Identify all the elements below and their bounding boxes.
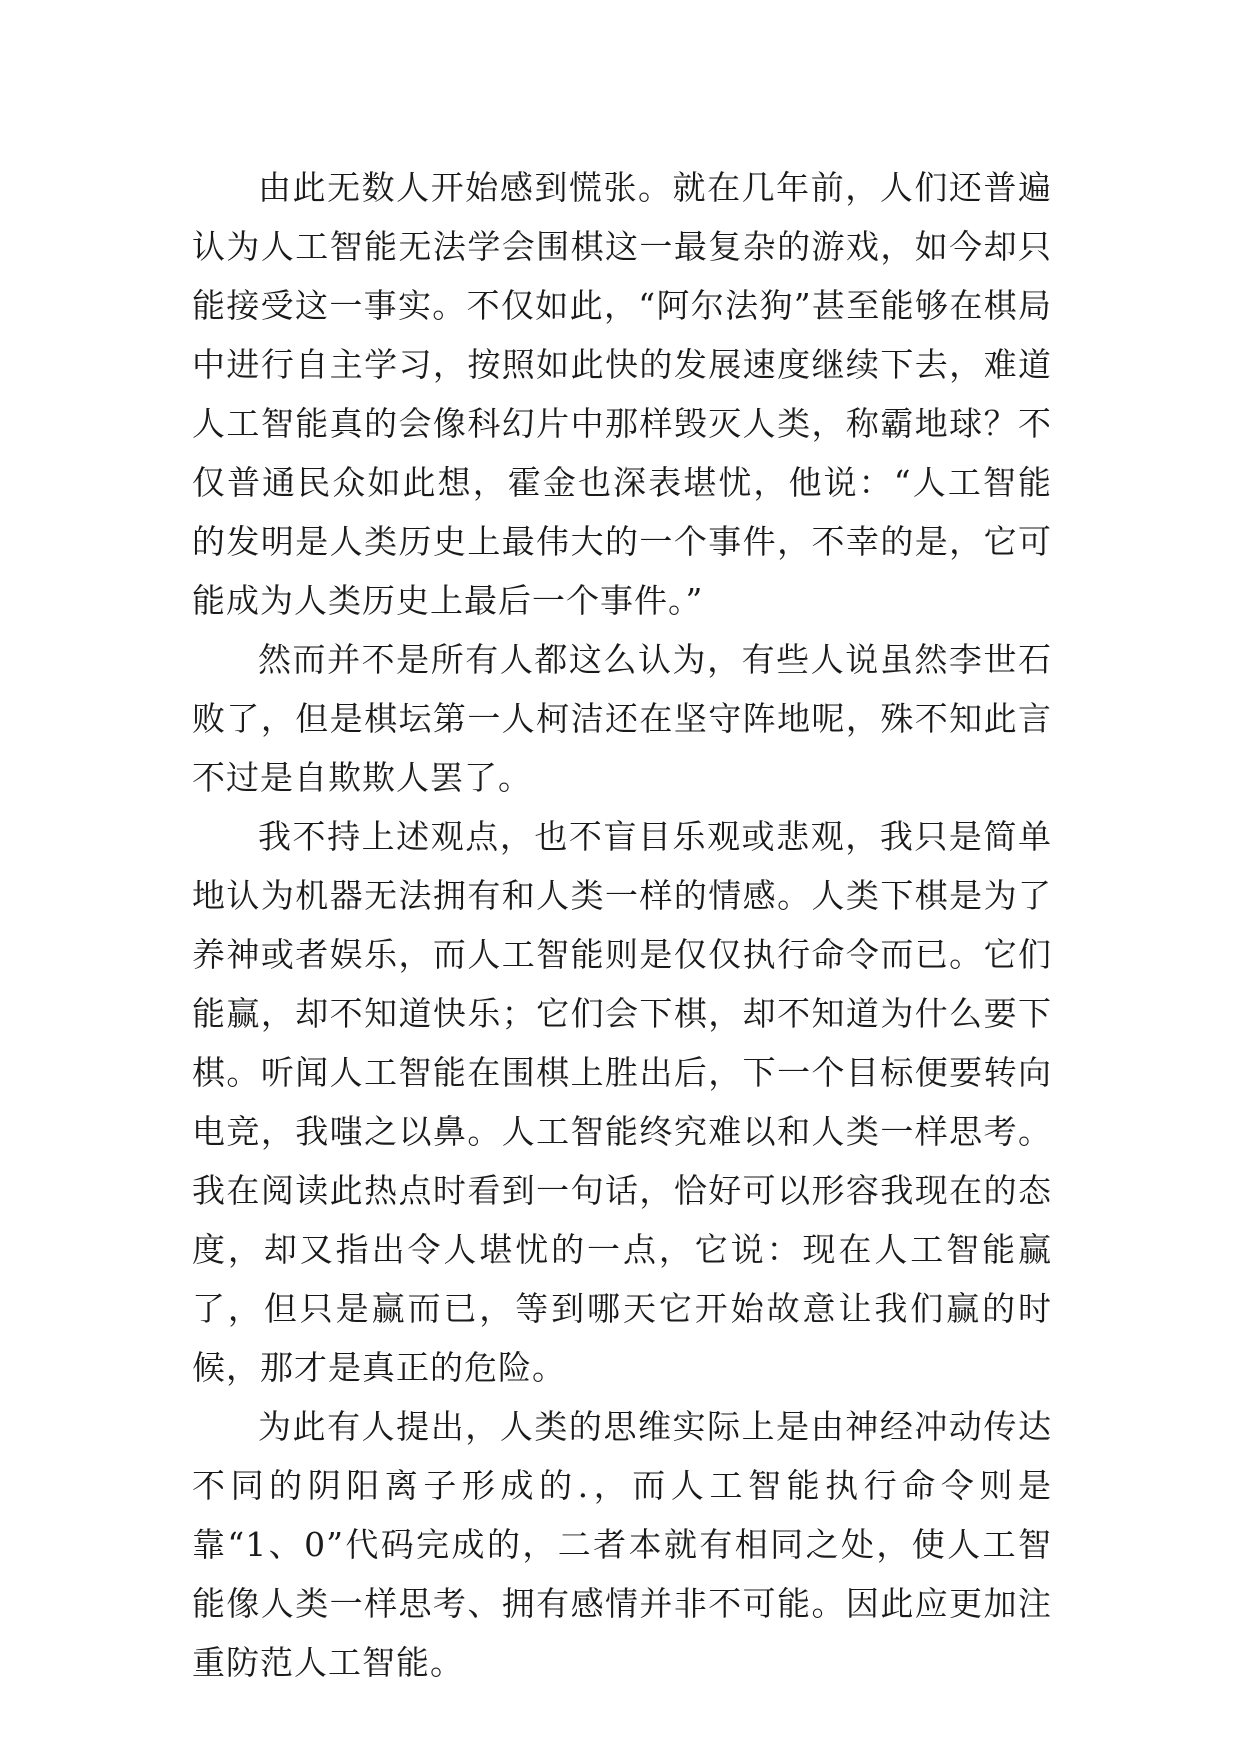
paragraph-3: 我不持上述观点，也不盲目乐观或悲观，我只是简单地认为机器无法拥有和人类一样的情感。人类下棋是为了养神或者娱乐，而人工智能则是仅仅执行命令而已。它们能赢，却不知道快乐；它们会下棋，却不知道为什么要下棋。听闻人工智能在围棋上胜出后，下一个目标便要转向电竞，我嗤之以鼻。人工智能终究难以和人类一样思考。我在阅读此热点时看到一句话，恰好可以形容我现在的态度，却又指出令人堪忧的一点，它说：现在人工智能赢了，但只是赢而已，等到哪天它开始故意让我们赢的时候，那才是真正的危险。	[192, 817, 1052, 1387]
document-body	[192, 158, 1052, 1692]
paragraph-4: 为此有人提出，人类的思维实际上是由神经冲动传达不同的阴阳离子形成的.，而人工智能执行命令则是靠“1、0”代码完成的，二者本就有相同之处，使人工智能像人类一样思考、拥有感情并非不可能。因此应更加注重防范人工智能。	[192, 1407, 1052, 1682]
paragraph-1: 由此无数人开始感到慌张。就在几年前，人们还普遍认为人工智能无法学会围棋这一最复杂的游戏，如今却只能接受这一事实。不仅如此，“阿尔法狗”甚至能够在棋局中进行自主学习，按照如此快的发展速度继续下去，难道人工智能真的会像科幻片中那样毁灭人类，称霸地球？不仅普通民众如此想，霍金也深表堪忧，他说：“人工智能的发明是人类历史上最伟大的一个事件，不幸的是，它可能成为人类历史上最后一个事件。”	[192, 168, 1052, 620]
paragraph-2: 然而并不是所有人都这么认为，有些人说虽然李世石败了，但是棋坛第一人柯洁还在坚守阵地呢，殊不知此言不过是自欺欺人罢了。	[192, 640, 1052, 797]
